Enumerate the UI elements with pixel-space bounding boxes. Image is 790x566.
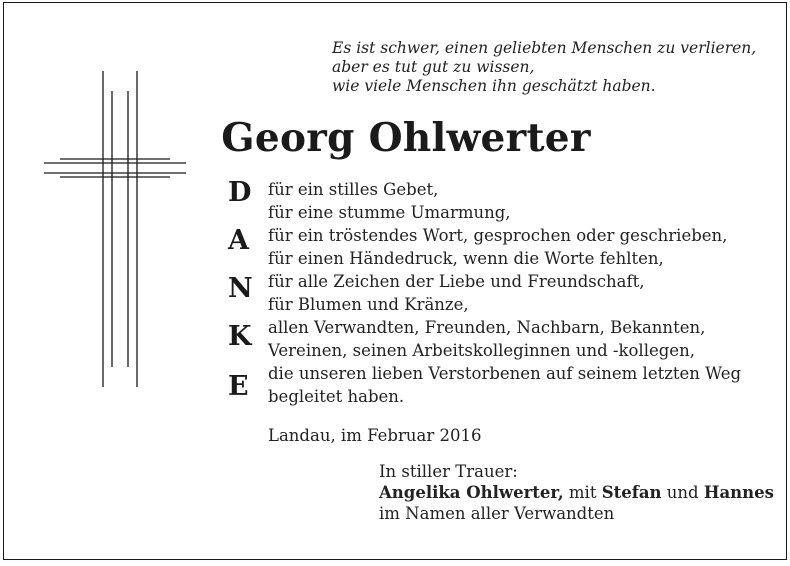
- mourners-line: [379, 482, 774, 503]
- mourning-block: [379, 461, 774, 524]
- danke-letter-a: A: [228, 225, 249, 256]
- cross-icon: [4, 3, 204, 563]
- danke-letter-e: E: [228, 371, 249, 402]
- connector-text: mit: [568, 483, 597, 502]
- quote-line: aber es tut gut zu wissen,: [332, 58, 535, 76]
- danke-letter-n: N: [228, 273, 253, 304]
- deceased-name: Georg Ohlwerter: [221, 115, 591, 161]
- thanks-line: Vereinen, seinen Arbeitskolleginnen und -kollegen,: [268, 341, 695, 360]
- connector-text: und: [666, 483, 699, 502]
- mourner-name: Hannes: [703, 483, 774, 502]
- place-date: Landau, im Februar 2016: [268, 426, 482, 445]
- mourner-name: Angelika Ohlwerter,: [379, 483, 564, 502]
- thanks-line: für ein tröstendes Wort, gesprochen oder geschrieben,: [268, 226, 728, 245]
- mourning-closing: im Namen aller Verwandten: [379, 504, 615, 523]
- thanks-line: für ein stilles Gebet,: [268, 180, 439, 199]
- obituary-card: [3, 2, 787, 560]
- thanks-line: begleitet haben.: [268, 387, 405, 406]
- quote-line: Es ist schwer, einen geliebten Menschen zu verlieren,: [332, 39, 757, 57]
- danke-letter-k: K: [228, 321, 252, 352]
- thanks-list: [268, 178, 741, 408]
- thanks-line: die unseren lieben Verstorbenen auf seinem letzten Weg: [268, 364, 742, 383]
- quote-block: [332, 39, 756, 96]
- danke-letter-d: D: [228, 177, 252, 208]
- mourner-name: Stefan: [601, 483, 662, 502]
- thanks-line: allen Verwandten, Freunden, Nachbarn, Bekannten,: [268, 318, 706, 337]
- thanks-line: für einen Händedruck, wenn die Worte fehlten,: [268, 249, 664, 268]
- quote-line: wie viele Menschen ihn geschätzt haben.: [332, 77, 656, 95]
- thanks-line: für Blumen und Kränze,: [268, 295, 469, 314]
- thanks-line: für alle Zeichen der Liebe und Freundschaft,: [268, 272, 645, 291]
- mourning-intro: In stiller Trauer:: [379, 462, 518, 481]
- thanks-line: für eine stumme Umarmung,: [268, 203, 511, 222]
